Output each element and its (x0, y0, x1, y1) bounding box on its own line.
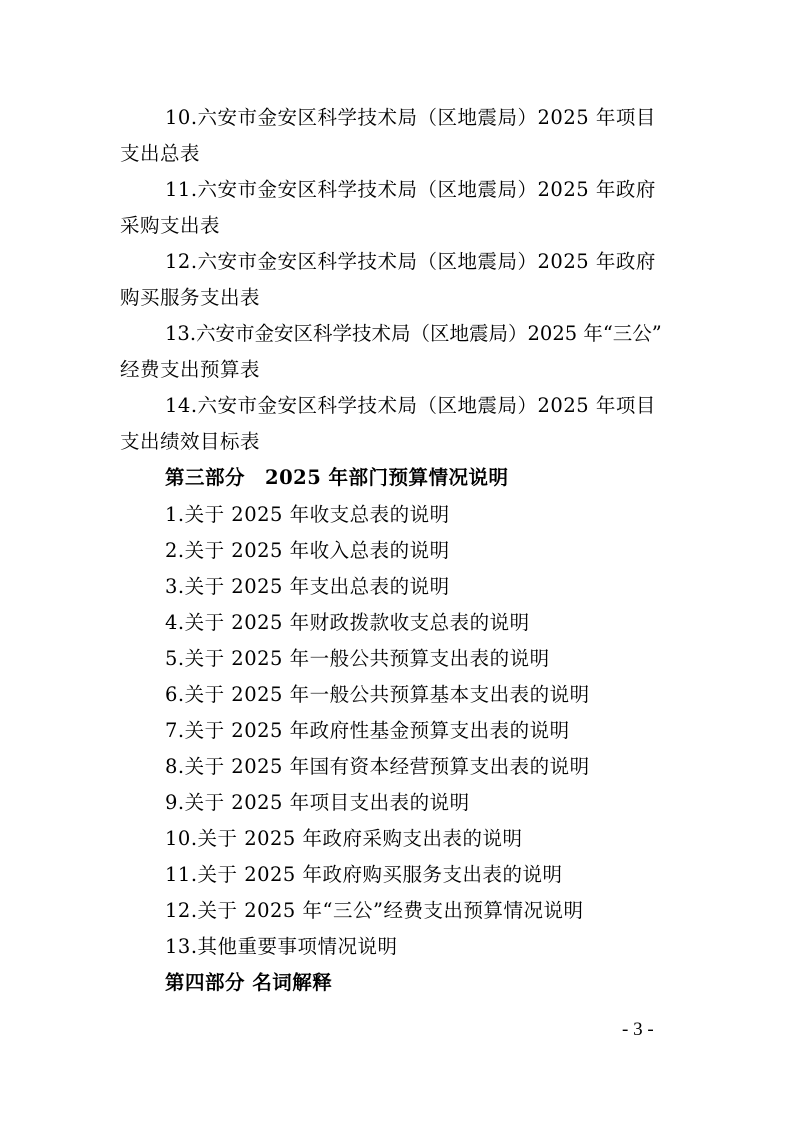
explanation-item-8: 8.关于 2025 年国有资本经营预算支出表的说明 (165, 755, 590, 778)
explanation-item-2: 2.关于 2025 年收入总表的说明 (165, 539, 450, 562)
explanation-item-12: 12.关于 2025 年“三公”经费支出预算情况说明 (165, 899, 584, 922)
explanation-item-4: 4.关于 2025 年财政拨款收支总表的说明 (165, 611, 530, 634)
toc-item-12-government-purchase-services: 12.六安市金安区科学技术局（区地震局）2025 年政府 (165, 250, 656, 273)
explanation-item-10: 10.关于 2025 年政府采购支出表的说明 (165, 827, 523, 850)
toc-item-14-continuation: 支出绩效目标表 (120, 430, 261, 453)
toc-item-12-continuation: 购买服务支出表 (120, 286, 261, 309)
toc-item-11-continuation: 采购支出表 (120, 214, 221, 237)
explanation-item-1: 1.关于 2025 年收支总表的说明 (165, 503, 450, 526)
toc-item-10-continuation: 支出总表 (120, 142, 201, 165)
explanation-item-9: 9.关于 2025 年项目支出表的说明 (165, 791, 470, 814)
explanation-item-13: 13.其他重要事项情况说明 (165, 935, 398, 958)
toc-item-11-government-procurement: 11.六安市金安区科学技术局（区地震局）2025 年政府 (165, 178, 656, 201)
toc-item-13-continuation: 经费支出预算表 (120, 358, 261, 381)
section-heading-part-three: 第三部分 2025 年部门预算情况说明 (165, 466, 509, 489)
toc-item-10-project-expenditure-summary: 10.六安市金安区科学技术局（区地震局）2025 年项目 (165, 106, 656, 129)
toc-item-13-three-public-expenses: 13.六安市金安区科学技术局（区地震局）2025 年“三公” (165, 322, 662, 345)
section-heading-part-four: 第四部分 名词解释 (165, 971, 333, 994)
explanation-item-5: 5.关于 2025 年一般公共预算支出表的说明 (165, 647, 550, 670)
explanation-item-6: 6.关于 2025 年一般公共预算基本支出表的说明 (165, 683, 590, 706)
page-number: - 3 - (622, 1019, 654, 1040)
explanation-item-11: 11.关于 2025 年政府购买服务支出表的说明 (165, 863, 563, 886)
explanation-item-3: 3.关于 2025 年支出总表的说明 (165, 575, 450, 598)
toc-item-14-project-performance-targets: 14.六安市金安区科学技术局（区地震局）2025 年项目 (165, 394, 656, 417)
explanation-item-7: 7.关于 2025 年政府性基金预算支出表的说明 (165, 719, 570, 742)
